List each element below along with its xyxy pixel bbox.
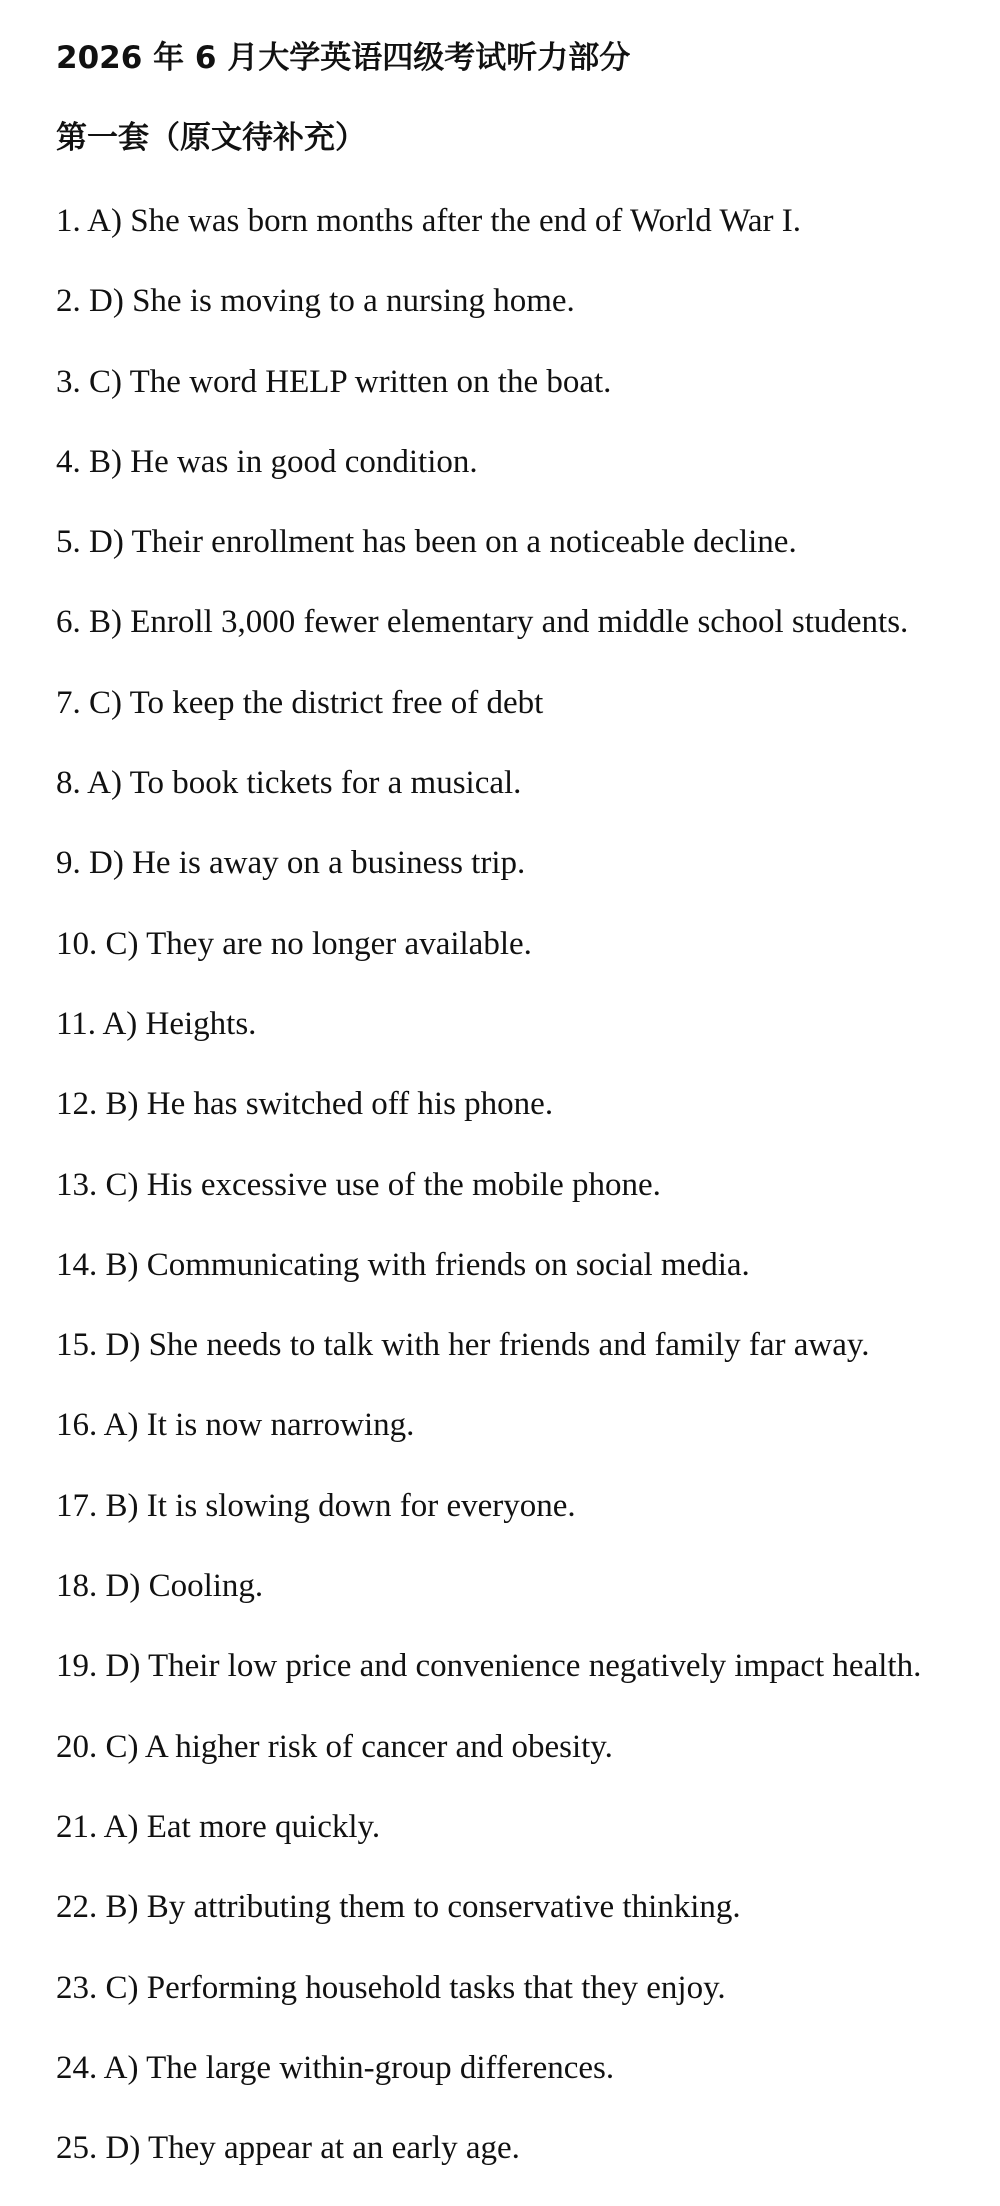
set-heading: 第一套（原文待补充）: [56, 120, 366, 156]
answer-item: 19. D) Their low price and convenience negatively impact health.: [56, 1648, 922, 1685]
answer-item: 4. B) He was in good condition.: [56, 443, 478, 480]
answer-item: 7. C) To keep the district free of debt: [56, 684, 544, 721]
answer-item: 6. B) Enroll 3,000 fewer elementary and middle school students.: [56, 604, 909, 641]
answer-item: 21. A) Eat more quickly.: [56, 1808, 381, 1845]
answer-item: 15. D) She needs to talk with her friends and family far away.: [56, 1327, 870, 1364]
answer-item: 12. B) He has switched off his phone.: [56, 1086, 554, 1123]
answer-item: 3. C) The word HELP written on the boat.: [56, 363, 612, 400]
answer-list: [56, 198, 921, 2205]
answer-item: 8. A) To book tickets for a musical.: [56, 765, 522, 802]
answer-item: 9. D) He is away on a business trip.: [56, 845, 526, 882]
answer-item: 11. A) Heights.: [56, 1005, 257, 1042]
answer-item: 1. A) She was born months after the end of World War I.: [56, 203, 801, 239]
answer-item: 23. C) Performing household tasks that they enjoy.: [56, 1969, 726, 2006]
answer-item: 10. C) They are no longer available.: [56, 925, 532, 962]
answer-item: 16. A) It is now narrowing.: [56, 1407, 415, 1444]
answer-item: 18. D) Cooling.: [56, 1568, 264, 1605]
answer-item: 20. C) A higher risk of cancer and obesity.: [56, 1728, 613, 1765]
answer-item: 25. D) They appear at an early age.: [56, 2130, 520, 2167]
answer-item: 22. B) By attributing them to conservative thinking.: [56, 1889, 741, 1926]
answer-item: 24. A) The large within-group differences.: [56, 2049, 615, 2086]
answer-item: 17. B) It is slowing down for everyone.: [56, 1487, 576, 1524]
answer-item: 13. C) His excessive use of the mobile phone.: [56, 1166, 661, 1203]
answer-item: 14. B) Communicating with friends on social media.: [56, 1246, 750, 1283]
document-title: 2026 年 6 月大学英语四级考试听力部分: [56, 40, 631, 76]
answer-item: 5. D) Their enrollment has been on a noticeable decline.: [56, 524, 797, 561]
answer-item: 2. D) She is moving to a nursing home.: [56, 283, 575, 320]
